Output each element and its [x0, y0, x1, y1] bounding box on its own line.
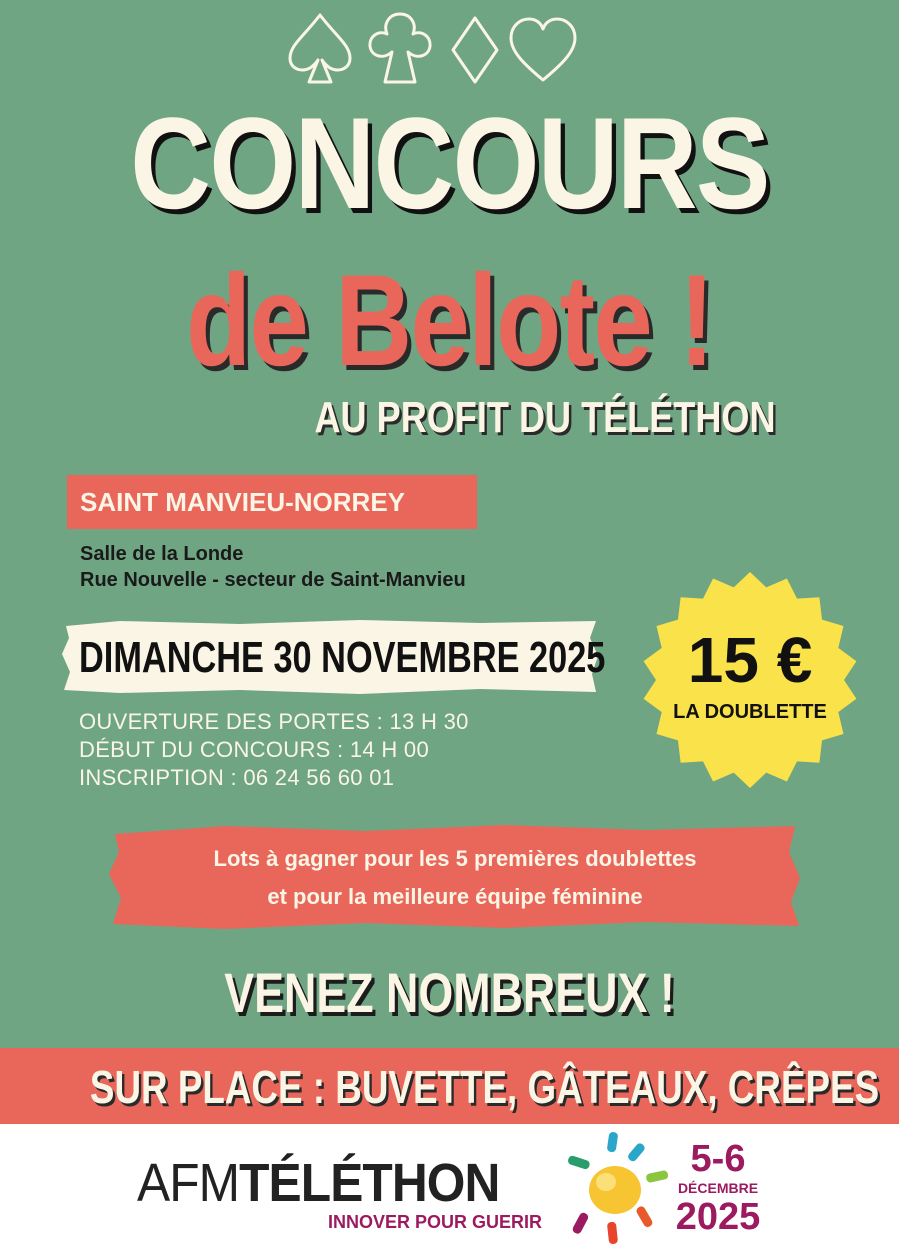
card-suits	[285, 10, 585, 85]
prizes-line-2: et pour la meilleure équipe féminine	[267, 884, 643, 909]
prizes-line-1: Lots à gagner pour les 5 premières doublettes	[213, 846, 697, 871]
spade-icon	[290, 15, 350, 82]
price-amount: 15 €	[687, 624, 813, 696]
event-days: 5-6	[690, 1138, 746, 1180]
brand-afm: AFM	[137, 1153, 240, 1213]
subtitle-telethon: AU PROFIT DU TÉLÉTHON	[314, 393, 776, 442]
address-line-2: Rue Nouvelle - secteur de Saint-Manvieu	[80, 569, 466, 591]
call-to-action: VENEZ NOMBREUX !	[224, 961, 675, 1024]
on-site-text: SUR PLACE : BUVETTE, GÂTEAUX, CRÊPES	[89, 1061, 880, 1113]
title-belote: de Belote !	[186, 247, 713, 393]
info-doors: OUVERTURE DES PORTES : 13 H 30	[79, 709, 469, 734]
afm-telethon-logo	[137, 1155, 577, 1211]
title-concours: CONCOURS	[130, 90, 769, 236]
prizes-text	[105, 840, 805, 916]
brand-tagline: INNOVER POUR GUERIR	[328, 1212, 543, 1232]
diamond-icon	[453, 18, 497, 82]
telethon-sun-icon	[560, 1128, 670, 1248]
town-name: SAINT MANVIEU-NORREY	[80, 487, 406, 517]
info-registration: INSCRIPTION : 06 24 56 60 01	[79, 765, 395, 790]
address-line-1: Salle de la Londe	[80, 543, 244, 565]
brand-telethon: TÉLÉTHON	[239, 1153, 500, 1213]
event-month: DÉCEMBRE	[677, 1180, 759, 1196]
club-icon	[370, 14, 430, 82]
schedule-info	[79, 708, 469, 792]
price-unit: LA DOUBLETTE	[673, 701, 827, 723]
event-year: 2025	[675, 1196, 761, 1238]
heart-icon	[511, 19, 575, 80]
address	[80, 541, 466, 593]
info-start: DÉBUT DU CONCOURS : 14 H 00	[79, 737, 429, 762]
event-date: DIMANCHE 30 NOVEMBRE 2025	[79, 633, 606, 682]
